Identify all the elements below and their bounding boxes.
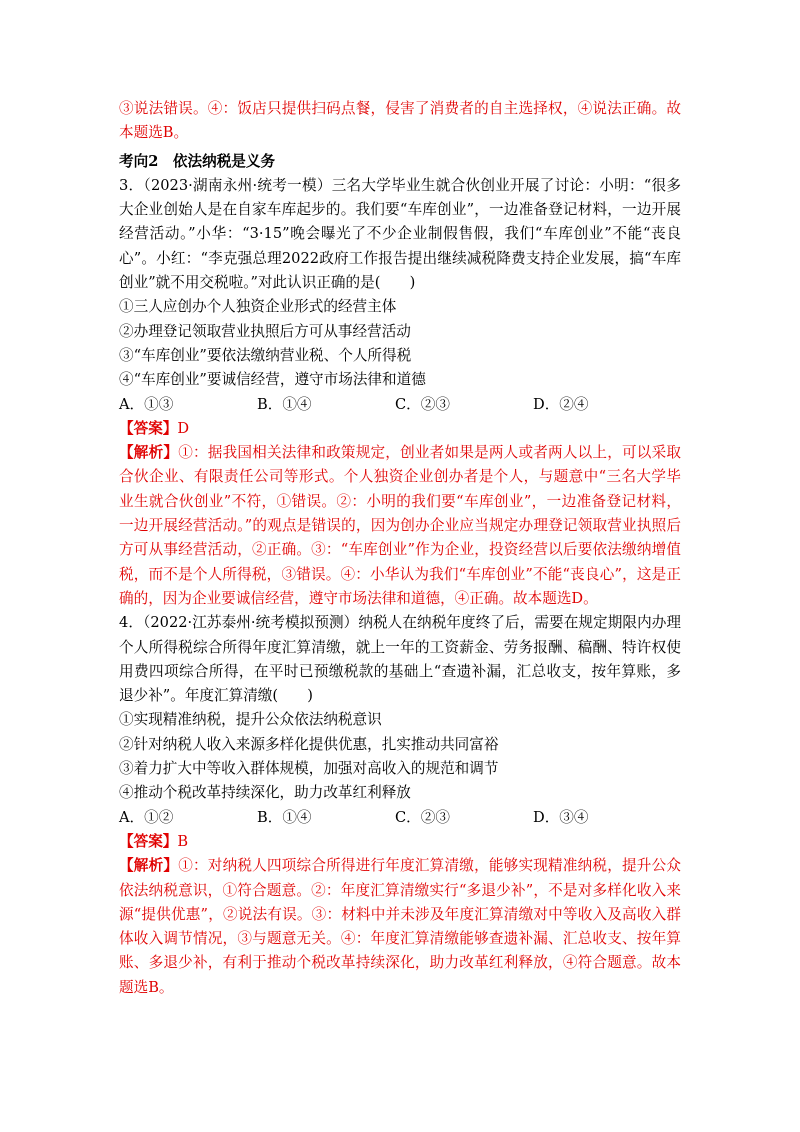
question-4-stem: 4．（2022·江苏泰州·统考模拟预测）纳税人在纳税年度终了后，需要在规定期限内办理个人所得税综合所得年度汇算清缴，就上一年的工资薪金、劳务报酬、稿酬、特许权使用费四项综合所得，在平时已预缴税款的基础上“查遗补漏，汇总收支，按年算账，多退少补”。年度汇算清缴( ) [119,614,681,705]
previous-analysis-tail: ③说法错误。④：饭店只提供扫码点餐，侵害了消费者的自主选择权，④说法正确。故本题选B。 [119,100,681,142]
question-3-item-3: ③“车库创业”要依法缴纳营业税、个人所得税 [119,346,412,364]
option-c: C．②③ [395,808,450,826]
question-3-analysis [119,441,681,611]
option-d: D．②④ [533,395,589,413]
question-3-options [119,393,681,417]
question-4-item-4: ④推动个税改革持续深化，助力改革红利释放 [119,784,411,802]
question-4-item-1: ①实现精准纳税，提升公众依法纳税意识 [119,711,382,729]
question-4-item-3: ③着力扩大中等收入群体规模，加强对高收入的规范和调节 [119,760,499,778]
answer-value: D [177,419,190,437]
question-4 [119,611,681,1000]
question-3-answer [119,417,681,441]
answer-value: B [177,832,189,850]
document-page [119,97,681,1000]
analysis-text: ①：对纳税人四项综合所得进行年度汇算清缴，能够实现精准纳税，提升公众依法纳税意识，①符合题意。②：年度汇算清缴实行“多退少补”，不是对多样化收入来源“提供优惠”，②说法有误。③：材料中并未涉及年度汇算清缴对中等收入及高收入群体收入调节情况，③与题意无关。④：年度汇算清缴能够查遗补漏、汇总收支、按年算账、多退少补，有利于推动个税改革持续深化，助力改革红利释放，④符合题意。故本题选B。 [119,857,681,996]
analysis-label: 【解析】 [119,857,179,875]
analysis-text: ①：据我国相关法律和政策规定，创业者如果是两人或者两人以上，可以采取合伙企业、有限责任公司等形式。个人独资企业创办者是个人，与题意中“三名大学毕业生就合伙创业”不符，①错误。②：小明的我们要“车库创业”，一边准备登记材料，一边开展经营活动。”的观点是错误的，因为创办企业应当规定办理登记领取营业执照后方可从事经营活动，②正确。③：“车库创业”作为企业，投资经营以后要依法缴纳增值税，而不是个人所得税，③错误。④：小华认为我们“车库创业”不能“丧良心”，这是正确的，因为企业要诚信经营，遵守市场法律和道德，④正确。故本题选D。 [119,444,681,607]
option-a: A．①② [119,808,174,826]
section-heading: 考向2 依法纳税是义务 [119,152,276,170]
answer-label: 【答案】 [119,832,178,850]
question-3-item-2: ②办理登记领取营业执照后方可从事经营活动 [119,322,411,340]
question-4-item-2: ②针对纳税人收入来源多样化提供优惠，扎实推动共同富裕 [119,735,499,753]
question-3 [119,174,681,611]
option-b: B．①④ [257,395,312,413]
analysis-label: 【解析】 [119,444,179,462]
question-4-options [119,806,681,830]
question-3-item-4: ④“车库创业”要诚信经营，遵守市场法律和道德 [119,371,426,389]
question-3-item-1: ①三人应创办个人独资企业形式的经营主体 [119,298,397,316]
option-a: A．①③ [119,395,174,413]
question-4-analysis [119,854,681,1000]
option-b: B．①④ [257,808,312,826]
question-3-stem: 3．（2023·湖南永州·统考一模）三名大学毕业生就合伙创业开展了讨论：小明：“很多大企业创始人是在自家车库起步的。我们要“车库创业”，一边准备登记材料，一边开展经营活动。”小华：“3·15”晚会曝光了不少企业制假售假，我们“车库创业”不能“丧良心”。小红：“李克强总理2022政府工作报告提出继续减税降费支持企业发展，搞“车库创业”就不用交税啦。”对此认识正确的是( ) [119,176,681,292]
answer-label: 【答案】 [119,419,178,437]
option-d: D．③④ [533,808,589,826]
option-c: C．②③ [395,395,450,413]
question-4-answer [119,830,681,854]
